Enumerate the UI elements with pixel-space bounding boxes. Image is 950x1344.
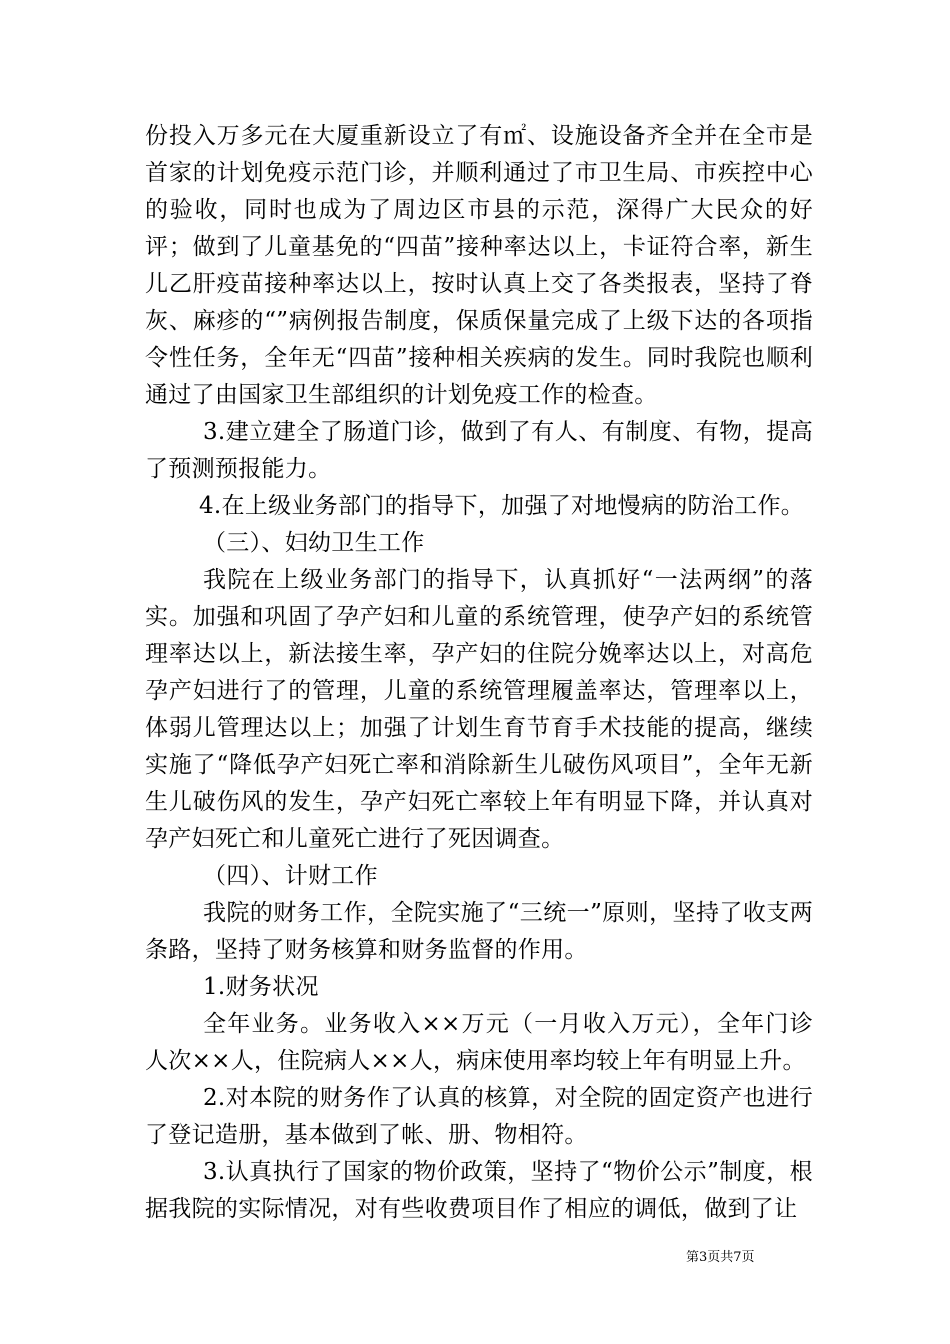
paragraph-maternal-child: 我院在上级业务部门的指导下，认真抓好“一法两纲”的落实。加强和巩固了孕产妇和儿童的系统管理，使孕产妇的系统管理率达以上，新法接生率，孕产妇的住院分娩率达以上，对高危孕产妇进行了的管理，儿童的系统管理履盖率达，管理率以上，体弱儿管理达以上；加强了计划生育节育手术技能的提高，继续实施了“降低孕产妇死亡率和消除新生儿破伤风项目”，全年无新生儿破伤风的发生，孕产妇死亡率较上年有明显下降，并认真对孕产妇死亡和儿童死亡进行了死因调查。 bbox=[145, 567, 813, 852]
paragraph-intestinal-clinic: 3.建立建全了肠道门诊，做到了有人、有制度、有物，提高了预测预报能力。 bbox=[145, 419, 813, 482]
paragraph-asset-accounting: 2.对本院的财务作了认真的核算，对全院的固定资产也进行了登记造册，基本做到了帐、册、物相符。 bbox=[145, 1085, 813, 1148]
section-heading-maternal-child: （三）、妇幼卫生工作 bbox=[203, 530, 425, 556]
page-number-footer: 第3页共7页 bbox=[686, 1250, 755, 1265]
paragraph-financial-status: 全年业务。业务收入××万元（一月收入万元），全年门诊人次××人，住院病人××人，病床使用率均较上年有明显上升。 bbox=[145, 1011, 813, 1074]
document-body bbox=[145, 118, 813, 1228]
subheading-financial-status: 1.财务状况 bbox=[203, 974, 319, 1000]
paragraph-price-policy: 3.认真执行了国家的物价政策，坚持了“物价公示”制度，根据我院的实际情况，对有些收费项目作了相应的调低，做到了让 bbox=[145, 1159, 813, 1222]
section-heading-finance: （四）、计财工作 bbox=[203, 863, 378, 889]
paragraph-immunization-continued: 份投入万多元在大厦重新设立了有㎡、设施设备齐全并在全市是首家的计划免疫示范门诊，并顺利通过了市卫生局、市疾控中心的验收，同时也成为了周边区市县的示范，深得广大民众的好评；做到了儿童基免的“四苗”接种率达以上，卡证符合率，新生儿乙肝疫苗接种率达以上，按时认真上交了各类报表，坚持了脊灰、麻疹的“”病例报告制度，保质保量完成了上级下达的各项指令性任务，全年无“四苗”接种相关疾病的发生。同时我院也顺利通过了由国家卫生部组织的计划免疫工作的检查。 bbox=[145, 123, 813, 408]
paragraph-finance-intro: 我院的财务工作，全院实施了“三统一”原则，坚持了收支两条路，坚持了财务核算和财务监督的作用。 bbox=[145, 900, 813, 963]
paragraph-chronic-disease: 4.在上级业务部门的指导下，加强了对地慢病的防治工作。 bbox=[199, 493, 805, 519]
